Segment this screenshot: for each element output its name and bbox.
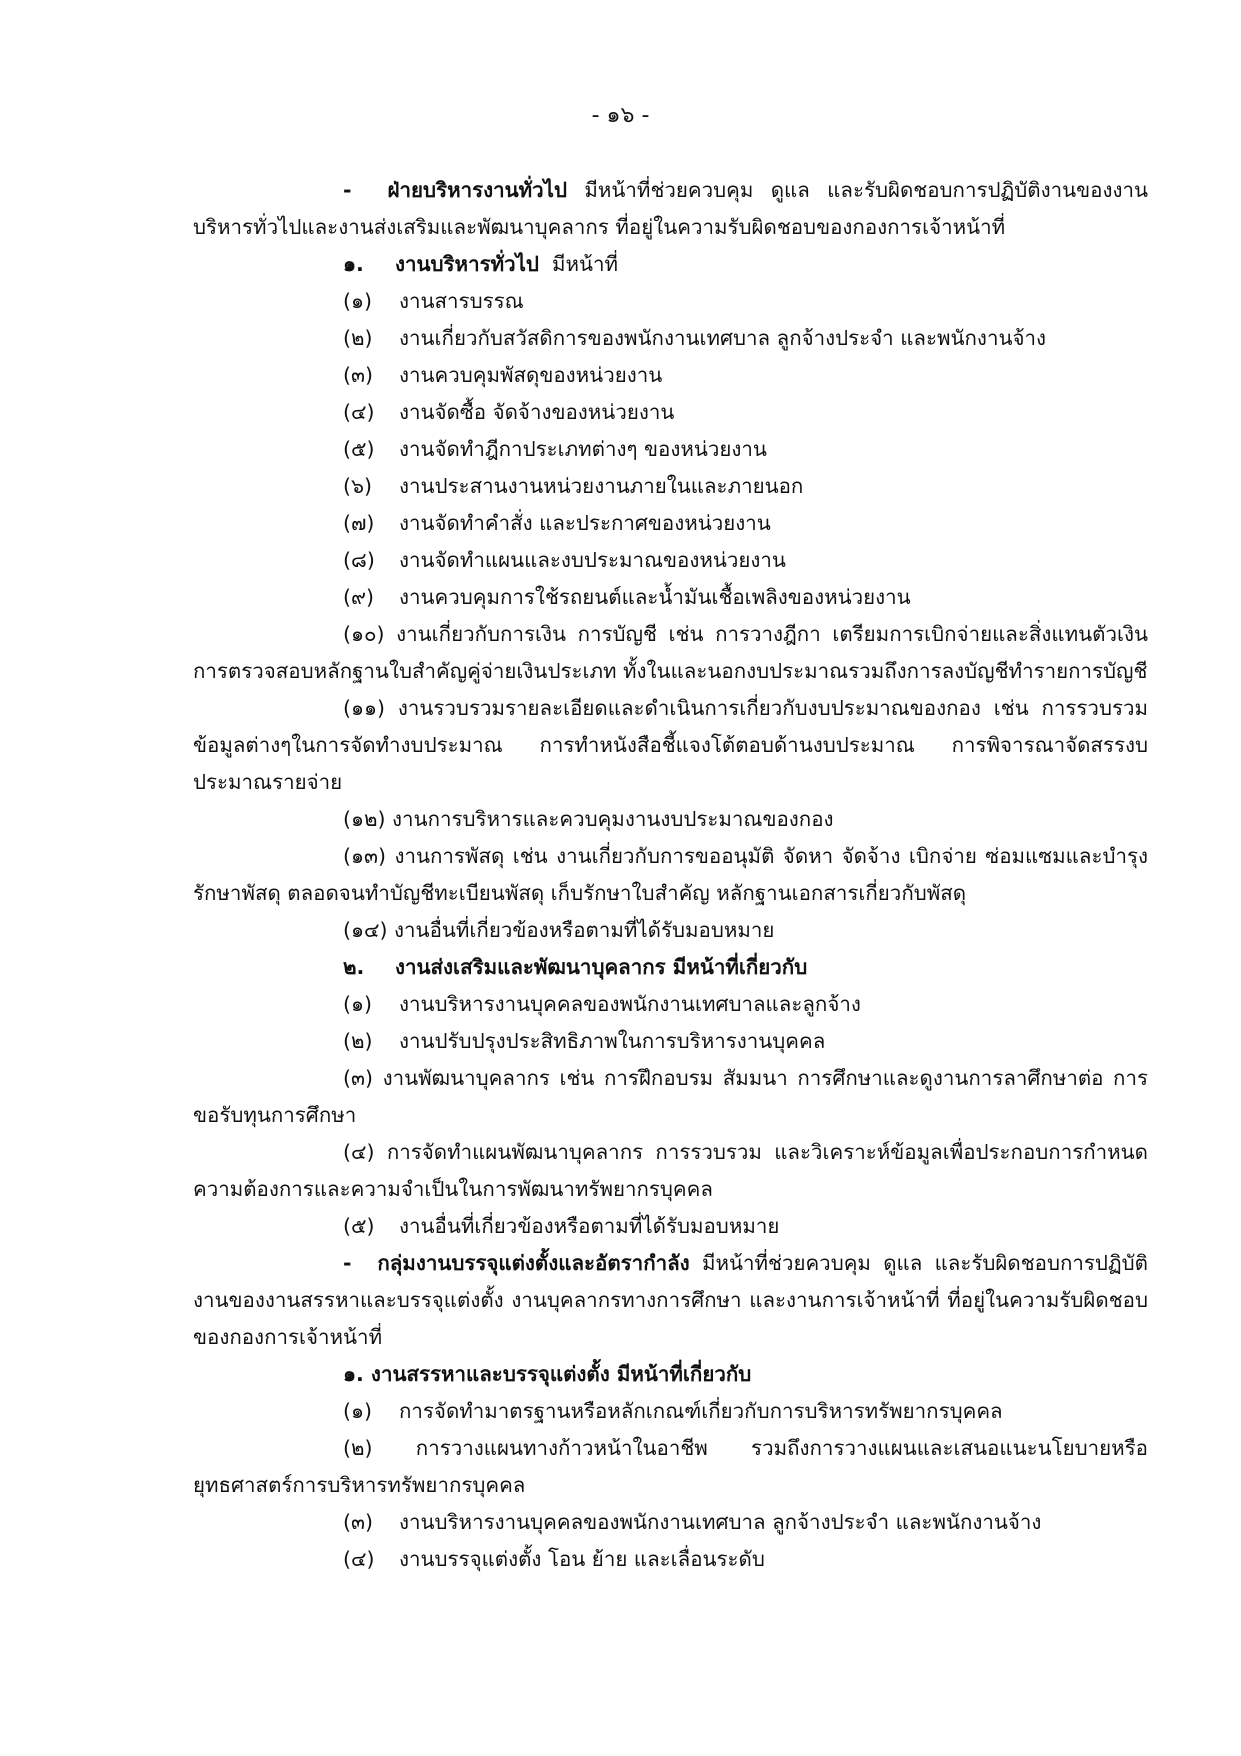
group-section1-item-2: (๒) การวางแผนทางก้าวหน้าในอาชีพ รวมถึงการวางแผนและเสนอแนะนโยบายหรือยุทธศาสตร์การบริหารทรัพยากรบุคคล bbox=[193, 1436, 1148, 1497]
item-text: งานจัดทำคำสั่ง และประกาศของหน่วยงาน bbox=[399, 511, 771, 535]
intro-paragraph bbox=[193, 172, 1148, 246]
intro-dash: - bbox=[343, 178, 352, 202]
section1-title: งานบริหารทั่วไป bbox=[395, 252, 539, 276]
group-text: มีหน้าที่ช่วยควบคุม ดูแล และรับผิดชอบการปฏิบัติงานของงานสรรหาและบรรจุแต่งตั้ง งานบุคลากรทางการศึกษา และงานการเจ้าหน้าที่ ที่อยู่ในความรับผิดชอบของกองการเจ้าหน้าที่ bbox=[193, 1251, 1148, 1349]
item-number: (๓) bbox=[343, 1510, 374, 1534]
section1-heading bbox=[193, 246, 1148, 283]
list-item bbox=[193, 1504, 1148, 1541]
item-text: งานบรรจุแต่งตั้ง โอน ย้าย และเลื่อนระดับ bbox=[399, 1547, 765, 1571]
item-text: งานสารบรรณ bbox=[399, 289, 524, 313]
item-text: งานจัดทำฎีกาประเภทต่างๆ ของหน่วยงาน bbox=[399, 437, 767, 461]
section1-item-10: (๑๐) งานเกี่ยวกับการเงิน การบัญชี เช่น การวางฎีกา เตรียมการเบิกจ่ายและสิ่งแทนตัวเงิน การตรวจสอบหลักฐานใบสำคัญคู่จ่ายเงินประเภท ทั้งในและนอกงบประมาณรวมถึงการลงบัญชีทำรายการบัญชี bbox=[193, 622, 1148, 683]
list-item bbox=[193, 1023, 1148, 1060]
item-text: งานบริหารงานบุคคลของพนักงานเทศบาล ลูกจ้างประจำ และพนักงานจ้าง bbox=[399, 1510, 1042, 1534]
list-item bbox=[193, 320, 1148, 357]
list-item bbox=[193, 357, 1148, 394]
item-text: งานจัดทำแผนและงบประมาณของหน่วยงาน bbox=[399, 548, 786, 572]
item-number: (๑) bbox=[343, 289, 373, 313]
section2-heading bbox=[193, 949, 1148, 986]
intro-heading: ฝ่ายบริหารงานทั่วไป bbox=[387, 178, 567, 202]
list-item bbox=[193, 505, 1148, 542]
list-item bbox=[193, 431, 1148, 468]
group-paragraph bbox=[193, 1245, 1148, 1356]
item-text: งานควบคุมการใช้รถยนต์และน้ำมันเชื้อเพลิงของหน่วยงาน bbox=[399, 585, 911, 609]
item-text: งานจัดซื้อ จัดจ้างของหน่วยงาน bbox=[399, 400, 675, 424]
item-text: งานปรับปรุงประสิทธิภาพในการบริหารงานบุคคล bbox=[399, 1029, 826, 1053]
item-number: (๗) bbox=[343, 511, 375, 535]
section1-item-12: (๑๒) งานการบริหารและควบคุมงานงบประมาณของกอง bbox=[343, 807, 834, 831]
item-number: (๒) bbox=[343, 1029, 373, 1053]
section1-item-13: (๑๓) งานการพัสดุ เช่น งานเกี่ยวกับการขออนุมัติ จัดหา จัดจ้าง เบิกจ่าย ซ่อมแซมและบำรุงรักษาพัสดุ ตลอดจนทำบัญชีทะเบียนพัสดุ เก็บรักษาใบสำคัญ หลักฐานเอกสารเกี่ยวกับพัสดุ bbox=[193, 844, 1148, 905]
item-number: (๒) bbox=[343, 326, 373, 350]
item-text: งานควบคุมพัสดุของหน่วยงาน bbox=[399, 363, 663, 387]
item-number: (๔) bbox=[343, 400, 375, 424]
section1-number: ๑. bbox=[343, 252, 364, 276]
page-number: - ๑๖ - bbox=[591, 103, 650, 128]
item-number: (๘) bbox=[343, 548, 375, 572]
group-dash: - bbox=[343, 1251, 352, 1275]
item-number: (๑) bbox=[343, 1399, 373, 1423]
item-number: (๑) bbox=[343, 992, 373, 1016]
section1-item-14: (๑๔) งานอื่นที่เกี่ยวข้องหรือตามที่ได้รับมอบหมาย bbox=[343, 918, 775, 942]
item-number: (๕) bbox=[343, 437, 375, 461]
item-text: งานประสานงานหน่วยงานภายในและภายนอก bbox=[399, 474, 804, 498]
list-item bbox=[193, 468, 1148, 505]
item-number: (๓) bbox=[343, 363, 374, 387]
item-text: การจัดทำมาตรฐานหรือหลักเกณฑ์เกี่ยวกับการบริหารทรัพยากรบุคคล bbox=[399, 1399, 1003, 1423]
group-section1-heading bbox=[193, 1356, 1148, 1393]
section1-suffix: มีหน้าที่ bbox=[552, 252, 619, 276]
item-number: (๔) bbox=[343, 1547, 375, 1571]
list-item bbox=[193, 542, 1148, 579]
list-item bbox=[193, 579, 1148, 616]
list-item bbox=[193, 1208, 1148, 1245]
list-item bbox=[193, 394, 1148, 431]
document-body bbox=[193, 172, 1148, 1578]
section2-number: ๒. bbox=[343, 955, 365, 979]
section2-item-4: (๔) การจัดทำแผนพัฒนาบุคลากร การรวบรวม และวิเคราะห์ข้อมูลเพื่อประกอบการกำหนดความต้องการและความจำเป็นในการพัฒนาทรัพยากรบุคคล bbox=[193, 1140, 1148, 1201]
intro-text: มีหน้าที่ช่วยควบคุม ดูแล และรับผิดชอบการปฏิบัติงานของงานบริหารทั่วไปและงานส่งเสริมและพัฒนาบุคลากร ที่อยู่ในความรับผิดชอบของกองการเจ้าหน้าที่ bbox=[193, 178, 1148, 239]
item-number: (๙) bbox=[343, 585, 375, 609]
list-item bbox=[193, 1393, 1148, 1430]
list-item bbox=[193, 986, 1148, 1023]
item-text: งานบริหารงานบุคคลของพนักงานเทศบาลและลูกจ้าง bbox=[399, 992, 861, 1016]
section2-title: งานส่งเสริมและพัฒนาบุคลากร มีหน้าที่เกี่ยวกับ bbox=[395, 955, 808, 979]
section1-item-11: (๑๑) งานรวบรวมรายละเอียดและดำเนินการเกี่ยวกับงบประมาณของกอง เช่น การรวบรวม ข้อมูลต่างๆในการจัดทำงบประมาณ การทำหนังสือชี้แจงโต้ตอบด้านงบประมาณ การพิจารณาจัดสรรงบประมาณรายจ่าย bbox=[193, 696, 1148, 794]
item-text: งานเกี่ยวกับสวัสดิการของพนักงานเทศบาล ลูกจ้างประจำ และพนักงานจ้าง bbox=[399, 326, 1047, 350]
list-item bbox=[193, 283, 1148, 320]
item-number: (๕) bbox=[343, 1214, 375, 1238]
group-section1-title: ๑. งานสรรหาและบรรจุแต่งตั้ง มีหน้าที่เกี่ยวกับ bbox=[343, 1362, 752, 1386]
item-number: (๖) bbox=[343, 474, 373, 498]
list-item bbox=[193, 1541, 1148, 1578]
item-text: งานอื่นที่เกี่ยวข้องหรือตามที่ได้รับมอบหมาย bbox=[399, 1214, 780, 1238]
group-heading: กลุ่มงานบรรจุแต่งตั้งและอัตรากำลัง bbox=[377, 1251, 690, 1275]
section2-item-3: (๓) งานพัฒนาบุคลากร เช่น การฝึกอบรม สัมมนา การศึกษาและดูงานการลาศึกษาต่อ การขอรับทุนการศึกษา bbox=[193, 1066, 1148, 1127]
